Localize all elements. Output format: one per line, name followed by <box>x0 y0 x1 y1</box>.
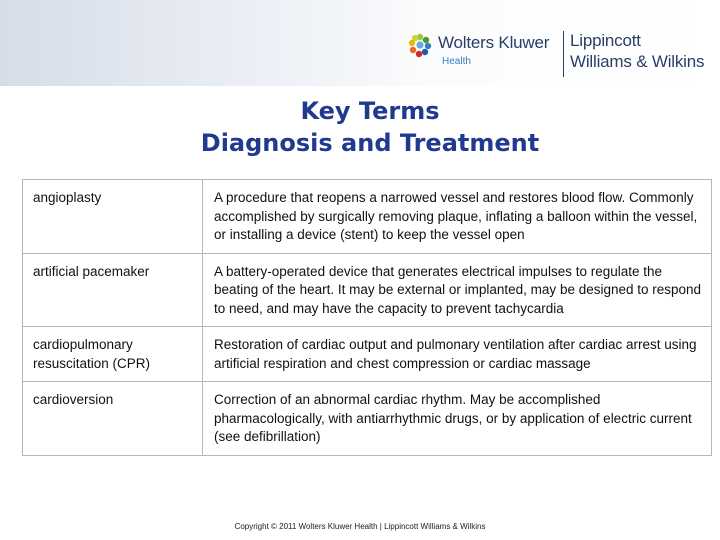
publisher-logo <box>406 26 716 82</box>
logo-imprint-line1: Lippincott <box>570 31 641 50</box>
definition-cell: A procedure that reopens a narrowed vessel and restores blood flow. Commonly accomplished by surgically removing plaque, inflating a balloon within the vessel, or installing a device (stent) to keep the vessel open <box>203 180 712 254</box>
logo-divider <box>563 31 564 77</box>
table-row <box>23 253 712 327</box>
logo-division: Health <box>442 56 471 67</box>
table-row <box>23 180 712 254</box>
definition-cell: A battery-operated device that generates electrical impulses to regulate the beating of the heart. It may be external or implanted, may be designed to respond to need, and may have the capacity to prevent tachycardia <box>203 253 712 327</box>
copyright-notice: Copyright © 2011 Wolters Kluwer Health | Lippincott Williams & Wilkins <box>234 522 486 531</box>
slide-title <box>0 95 720 159</box>
term-cell: artificial pacemaker <box>23 253 203 327</box>
key-terms-table <box>22 179 712 456</box>
logo-brand-name: Wolters Kluwer <box>438 33 550 52</box>
table-row <box>23 382 712 456</box>
term-cell: cardioversion <box>23 382 203 456</box>
slide-title-line2: Diagnosis and Treatment <box>200 129 540 157</box>
definition-cell: Correction of an abnormal cardiac rhythm. May be accomplished pharmacologically, with antiarrhythmic drugs, or by application of electric current (see defibrillation) <box>203 382 712 456</box>
term-cell: cardiopulmonary resuscitation (CPR) <box>23 327 203 382</box>
definition-cell: Restoration of cardiac output and pulmonary ventilation after cardiac arrest using artificial respiration and chest compression or cardiac massage <box>203 327 712 382</box>
slide-title-line1: Key Terms <box>300 97 440 125</box>
logo-imprint <box>570 30 704 72</box>
table-row <box>23 327 712 382</box>
term-cell: angioplasty <box>23 180 203 254</box>
logo-imprint-line2: Williams & Wilkins <box>570 52 705 71</box>
wolters-kluwer-globe-icon <box>406 31 434 59</box>
